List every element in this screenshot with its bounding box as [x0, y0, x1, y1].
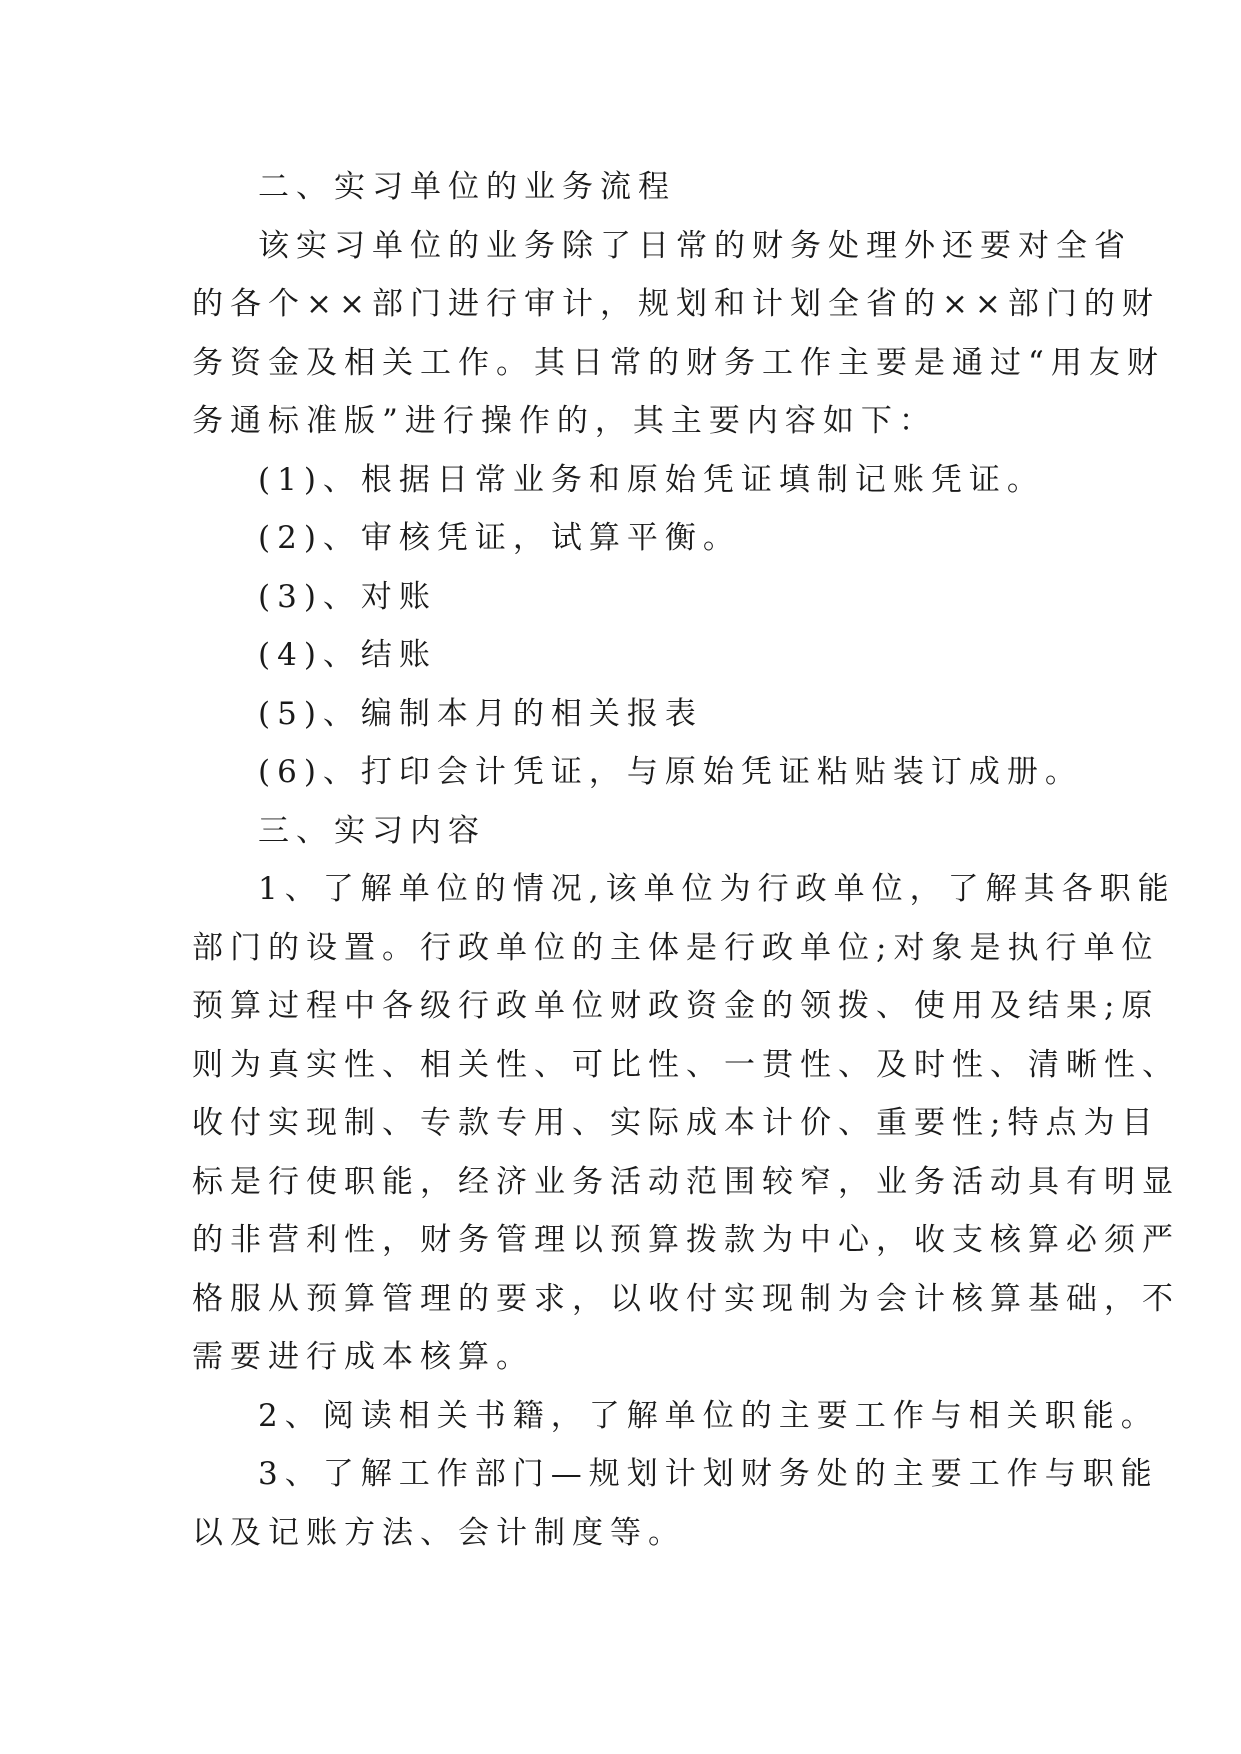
- item1-line-8: 格服从预算管理的要求，以收付实现制为会计核算基础，不: [192, 1280, 1180, 1317]
- step-5: (5)、编制本月的相关报表: [258, 695, 703, 732]
- item3-line-1: 3、了解工作部门—规划计划财务处的主要工作与职能: [258, 1456, 1159, 1492]
- section-heading-3: 三、实习内容: [258, 812, 486, 849]
- item1-line-4: 则为真实性、相关性、可比性、一贯性、及时性、清晰性、: [192, 1046, 1180, 1083]
- document-body: [192, 158, 1180, 1562]
- intro-line-3: 务资金及相关工作。其日常的财务工作主要是通过“用友财: [192, 344, 1165, 381]
- intro-line-4: 务通标准版”进行操作的，其主要内容如下：: [192, 403, 937, 439]
- item1-line-3: 预算过程中各级行政单位财政资金的领拨、使用及结果;原: [192, 988, 1160, 1024]
- step-2: (2)、审核凭证，试算平衡。: [258, 520, 741, 556]
- intro-line-1: 该实习单位的业务除了日常的财务处理外还要对全省: [258, 227, 1132, 264]
- item2-line: 2、阅读相关书籍，了解单位的主要工作与相关职能。: [258, 1397, 1159, 1434]
- section-heading-2: 二、实习单位的业务流程: [258, 169, 676, 205]
- intro-line-2: 的各个××部门进行审计，规划和计划全省的××部门的财: [192, 286, 1160, 322]
- item1-line-7: 的非营利性，财务管理以预算拨款为中心，收支核算必须严: [192, 1222, 1180, 1258]
- step-6: (6)、打印会计凭证，与原始凭证粘贴装订成册。: [258, 754, 1083, 790]
- item3-line-2: 以及记账方法、会计制度等。: [192, 1514, 686, 1551]
- step-3: (3)、对账: [258, 578, 437, 615]
- item1-line-5: 收付实现制、专款专用、实际成本计价、重要性;特点为目: [192, 1105, 1160, 1141]
- step-4: (4)、结账: [258, 637, 437, 673]
- step-1: (1)、根据日常业务和原始凭证填制记账凭证。: [258, 461, 1045, 498]
- item1-line-2: 部门的设置。行政单位的主体是行政单位;对象是执行单位: [192, 929, 1160, 966]
- item1-line-1: 1、了解单位的情况,该单位为行政单位，了解其各职能: [258, 871, 1176, 907]
- item1-line-6: 标是行使职能，经济业务活动范围较窄，业务活动具有明显: [192, 1163, 1180, 1200]
- item1-line-9: 需要进行成本核算。: [192, 1339, 534, 1375]
